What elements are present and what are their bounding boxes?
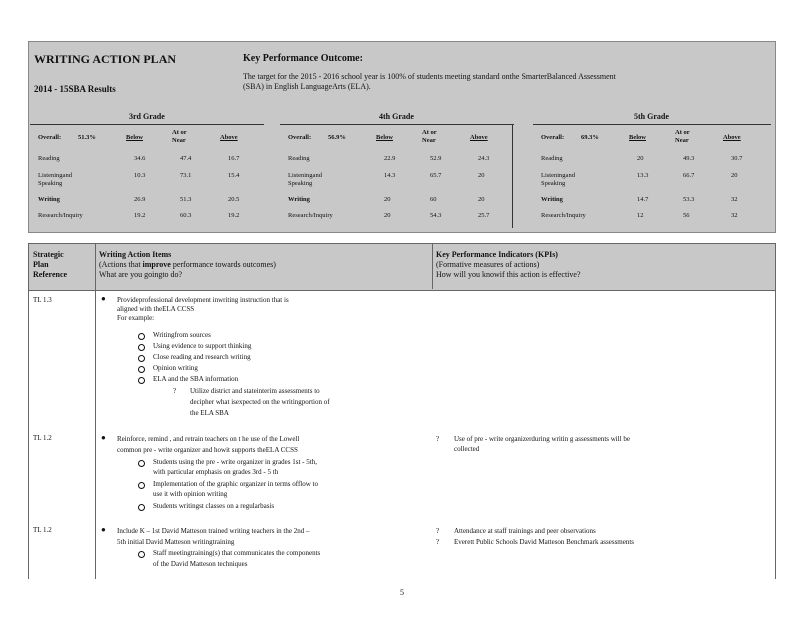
grade-cell-value: 51.3 bbox=[180, 196, 192, 203]
row2-subitem-cont: with particular emphasis on grades 3rd - 5 th bbox=[153, 468, 279, 476]
grade-row-label: Reading bbox=[38, 155, 60, 162]
col-below-header: Below bbox=[126, 134, 143, 141]
grade-cell-value: 66.7 bbox=[683, 172, 695, 179]
grade-cell-value: 10.3 bbox=[134, 172, 146, 179]
overall-value: 51.3% bbox=[78, 134, 96, 141]
row1-subsub-line2: decipher what isexpected on the writingportion of bbox=[190, 398, 330, 406]
row1-subsub-line3: the ELA SBA bbox=[190, 409, 229, 417]
grade-row-label: Reading bbox=[541, 155, 563, 162]
grade-cell-value: 65.7 bbox=[430, 172, 442, 179]
grade-cell-value: 32 bbox=[731, 212, 738, 219]
col-at-near-header: At or Near bbox=[172, 129, 187, 144]
grade-cell-value: 20 bbox=[384, 196, 391, 203]
grade-cell-value: 26.9 bbox=[134, 196, 146, 203]
col1-header-line1: Strategic bbox=[33, 250, 64, 259]
col3-header-title: Key Performance Indicators (KPIs) bbox=[436, 250, 558, 259]
row2-item-line2: common pre - write organizer and howit supports theELA CCSS bbox=[117, 446, 298, 454]
outcome-line-1: The target for the 2015 - 2016 school year is 100% of students meeting standard onthe SmarterBalanced Assessment bbox=[243, 72, 616, 81]
grade-cell-value: 47.4 bbox=[180, 155, 192, 162]
circle-bullet-icon bbox=[138, 551, 145, 558]
col3-header-sub2: How will you knowif this action is effective? bbox=[436, 270, 581, 279]
grade-cell-value: 16.7 bbox=[228, 155, 240, 162]
kpo-label: Key Performance Outcome: bbox=[243, 53, 363, 64]
grade-title: 4th Grade bbox=[379, 112, 414, 121]
grade-row-label: Writing bbox=[541, 196, 563, 203]
grade-cell-value: 30.7 bbox=[731, 155, 743, 162]
circle-bullet-icon bbox=[138, 460, 145, 467]
col-below-header: Below bbox=[629, 134, 646, 141]
grade-cell-value: 54.3 bbox=[430, 212, 442, 219]
col-at-near-header: At or Near bbox=[422, 129, 437, 144]
grade-title: 3rd Grade bbox=[129, 112, 165, 121]
results-subtitle: 2014 - 15SBA Results bbox=[34, 84, 116, 94]
row2-kpi-marker: ? bbox=[436, 435, 440, 443]
grade-cell-value: 20 bbox=[478, 196, 485, 203]
col-above-header: Above bbox=[220, 134, 238, 141]
col2-header-sub1: (Actions that improve performance towards outcomes) bbox=[99, 260, 276, 269]
circle-bullet-icon bbox=[138, 366, 145, 373]
row2-kpi-line2: collected bbox=[454, 445, 480, 453]
row1-subsub-marker: ? bbox=[173, 387, 177, 395]
grade-cell-value: 19.2 bbox=[228, 212, 240, 219]
grade-row-label: Writing bbox=[38, 196, 60, 203]
circle-bullet-icon bbox=[138, 344, 145, 351]
grade-cell-value: 20.5 bbox=[228, 196, 240, 203]
col-at-near-header: At or Near bbox=[675, 129, 690, 144]
row3-kpi-line1: Attendance at staff trainings and peer observations bbox=[454, 527, 596, 535]
grade-cell-value: 19.2 bbox=[134, 212, 146, 219]
bullet-icon: ● bbox=[101, 525, 106, 534]
plan-title: WRITING ACTION PLAN bbox=[34, 52, 177, 66]
overall-label: Overall: bbox=[288, 134, 312, 141]
grade-cell-value: 53.3 bbox=[683, 196, 695, 203]
row3-subitem: Staff meetingtraining(s) that communicates the components bbox=[153, 549, 321, 557]
circle-bullet-icon bbox=[138, 377, 145, 384]
row1-subitem: Close reading and research writing bbox=[153, 353, 251, 361]
grade-cell-value: 73.1 bbox=[180, 172, 192, 179]
row1-item-line3: For example: bbox=[117, 314, 155, 322]
circle-bullet-icon bbox=[138, 333, 145, 340]
row1-subitem: Using evidence to support thinking bbox=[153, 342, 252, 350]
grade-cell-value: 13.3 bbox=[637, 172, 649, 179]
grade-divider bbox=[30, 124, 264, 125]
overall-label: Overall: bbox=[541, 134, 565, 141]
grade-cell-value: 49.3 bbox=[683, 155, 695, 162]
row1-subitem: Opinion writing bbox=[153, 364, 198, 372]
grade-row-label: Writing bbox=[288, 196, 310, 203]
row2-subitem: Implementation of the graphic organizer in terms offlow to bbox=[153, 480, 318, 488]
col1-header-line2: Plan bbox=[33, 260, 49, 269]
grade-cell-value: 20 bbox=[478, 172, 485, 179]
grade-row-label: Listeningand Speaking bbox=[541, 172, 575, 187]
grade-cell-value: 15.4 bbox=[228, 172, 240, 179]
column-divider-1 bbox=[95, 243, 96, 579]
row1-item-line2: aligned with theELA CCSS bbox=[117, 305, 195, 313]
grade-title: 5th Grade bbox=[634, 112, 669, 121]
circle-bullet-icon bbox=[138, 355, 145, 362]
grade-divider bbox=[280, 124, 514, 125]
row3-reference: TL 1.2 bbox=[33, 526, 52, 534]
row3-kpi-marker: ? bbox=[436, 538, 440, 546]
grade-cell-value: 12 bbox=[637, 212, 644, 219]
row2-subitem: Students using the pre - write organizer in grades 1st - 5th, bbox=[153, 458, 317, 466]
grade-cell-value: 14.3 bbox=[384, 172, 396, 179]
row3-item-line1: Include K – 1st David Matteson trained writing teachers in the 2nd – bbox=[117, 527, 310, 535]
row2-kpi-line1: Use of pre - write organizerduring writin g assessments will be bbox=[454, 435, 630, 443]
grade-row-label: Listeningand Speaking bbox=[38, 172, 72, 187]
grade-cell-value: 52.9 bbox=[430, 155, 442, 162]
col-above-header: Above bbox=[470, 134, 488, 141]
grade-cell-value: 24.3 bbox=[478, 155, 490, 162]
row1-subitem: ELA and the SBA information bbox=[153, 375, 239, 383]
row3-item-line2: 5th initial David Matteson writingtraining bbox=[117, 538, 235, 546]
row2-subitem-cont: use it with opinion writing bbox=[153, 490, 228, 498]
row1-subitem: Writingfrom sources bbox=[153, 331, 211, 339]
grade-cell-value: 60.3 bbox=[180, 212, 192, 219]
row2-reference: TL 1.2 bbox=[33, 434, 52, 442]
row1-subsub-line1: Utilize district and stateinterim assessments to bbox=[190, 387, 320, 395]
grade-cell-value: 34.6 bbox=[134, 155, 146, 162]
col1-header-line3: Reference bbox=[33, 270, 68, 279]
grade-cell-value: 20 bbox=[731, 172, 738, 179]
grade-divider bbox=[533, 124, 771, 125]
row3-kpi-line2: Everett Public Schools David Matteson Benchmark assessments bbox=[454, 538, 635, 546]
grade-cell-value: 20 bbox=[384, 212, 391, 219]
grade-row-label: Listeningand Speaking bbox=[288, 172, 322, 187]
col2-header-title: Writing Action Items bbox=[99, 250, 172, 259]
row3-subitem-cont: of the David Matteson techniques bbox=[153, 560, 248, 568]
bullet-icon: ● bbox=[101, 433, 106, 442]
grade-cell-value: 56 bbox=[683, 212, 690, 219]
grade-cell-value: 60 bbox=[430, 196, 437, 203]
outcome-line-2: (SBA) in English LanguageArts (ELA). bbox=[243, 82, 371, 91]
page-number: 5 bbox=[400, 588, 404, 597]
col2-header-sub2: What are you goingto do? bbox=[99, 270, 183, 279]
overall-value: 69.3% bbox=[581, 134, 599, 141]
grade-separator bbox=[512, 124, 513, 228]
grade-cell-value: 22.9 bbox=[384, 155, 396, 162]
bullet-icon: ● bbox=[101, 294, 106, 303]
col-below-header: Below bbox=[376, 134, 393, 141]
grade-cell-value: 14.7 bbox=[637, 196, 649, 203]
row3-kpi-marker: ? bbox=[436, 527, 440, 535]
col3-header-sub1: (Formative measures of actions) bbox=[436, 260, 540, 269]
overall-label: Overall: bbox=[38, 134, 62, 141]
row2-subitem: Students writingst classes on a regularbasis bbox=[153, 502, 275, 510]
row1-item-line1: Provideprofessional development inwriting instruction that is bbox=[117, 296, 289, 304]
row1-reference: TL 1.3 bbox=[33, 296, 52, 304]
grade-row-label: Reading bbox=[288, 155, 310, 162]
row2-item-line1: Reinforce, remind , and retrain teachers on t he use of the Lowell bbox=[117, 435, 300, 443]
column-divider-2 bbox=[432, 243, 433, 289]
grade-cell-value: 20 bbox=[637, 155, 644, 162]
grade-row-label: Research/Inquiry bbox=[288, 212, 333, 219]
overall-value: 56.9% bbox=[328, 134, 346, 141]
col-above-header: Above bbox=[723, 134, 741, 141]
circle-bullet-icon bbox=[138, 482, 145, 489]
grade-row-label: Research/Inquiry bbox=[541, 212, 586, 219]
circle-bullet-icon bbox=[138, 504, 145, 511]
grade-row-label: Research/Inquiry bbox=[38, 212, 83, 219]
grade-cell-value: 25.7 bbox=[478, 212, 490, 219]
grade-cell-value: 32 bbox=[731, 196, 738, 203]
